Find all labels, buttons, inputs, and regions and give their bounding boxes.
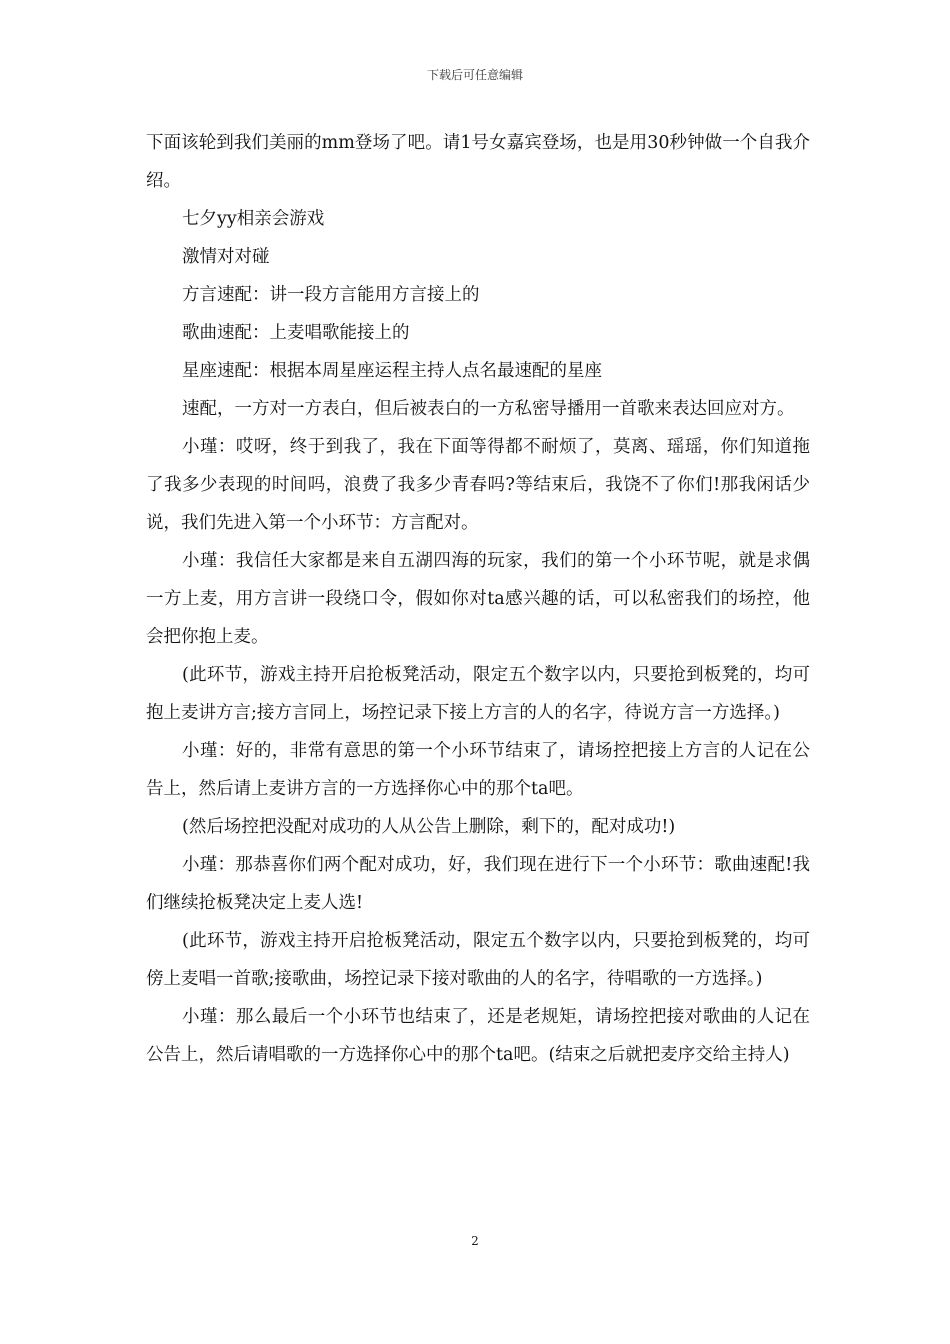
paragraph: 星座速配：根据本周星座运程主持人点名最速配的星座 [182, 361, 602, 381]
paragraph: 小瑾：那恭喜你们两个配对成功，好，我们现在进行下一个小环节：歌曲速配!我们继续抢板凳决定上麦人选! [146, 855, 810, 913]
page-number: 2 [471, 1234, 479, 1248]
document-body [146, 124, 810, 1074]
page-header: 下载后可任意编辑 [426, 68, 523, 82]
paragraph: 下面该轮到我们美丽的mm登场了吧。请1号女嘉宾登场，也是用30秒钟做一个自我介绍。 [146, 133, 810, 191]
paragraph: (此环节，游戏主持开启抢板凳活动，限定五个数字以内，只要抢到板凳的，均可抱上麦讲方言;接方言同上，场控记录下接上方言的人的名字，待说方言一方选择。) [146, 665, 810, 723]
paragraph: 小瑾：我信任大家都是来自五湖四海的玩家，我们的第一个小环节呢，就是求偶一方上麦，用方言讲一段绕口令，假如你对ta感兴趣的话，可以私密我们的场控，他会把你抱上麦。 [146, 551, 810, 647]
paragraph: (此环节，游戏主持开启抢板凳活动，限定五个数字以内，只要抢到板凳的，均可傍上麦唱一首歌;接歌曲，场控记录下接对歌曲的人的名字，待唱歌的一方选择。) [146, 931, 810, 989]
paragraph: 速配，一方对一方表白，但后被表白的一方私密导播用一首歌来表达回应对方。 [182, 399, 795, 419]
paragraph: 小瑾：哎呀，终于到我了，我在下面等得都不耐烦了，莫离、瑶瑶，你们知道拖了我多少表现的时间吗，浪费了我多少青春吗?等结束后，我饶不了你们!那我闲话少说，我们先进入第一个小环节：方言配对。 [146, 437, 810, 533]
paragraph: (然后场控把没配对成功的人从公告上删除，剩下的，配对成功!) [182, 817, 676, 837]
paragraph: 激情对对碰 [182, 247, 270, 267]
paragraph: 小瑾：好的，非常有意思的第一个小环节结束了，请场控把接上方言的人记在公告上，然后请上麦讲方言的一方选择你心中的那个ta吧。 [146, 741, 810, 799]
paragraph: 七夕yy相亲会游戏 [182, 209, 325, 229]
paragraph: 方言速配：讲一段方言能用方言接上的 [182, 285, 480, 305]
paragraph: 歌曲速配：上麦唱歌能接上的 [182, 323, 410, 343]
paragraph: 小瑾：那么最后一个小环节也结束了，还是老规矩，请场控把接对歌曲的人记在公告上，然后请唱歌的一方选择你心中的那个ta吧。(结束之后就把麦序交给主持人) [146, 1007, 810, 1065]
